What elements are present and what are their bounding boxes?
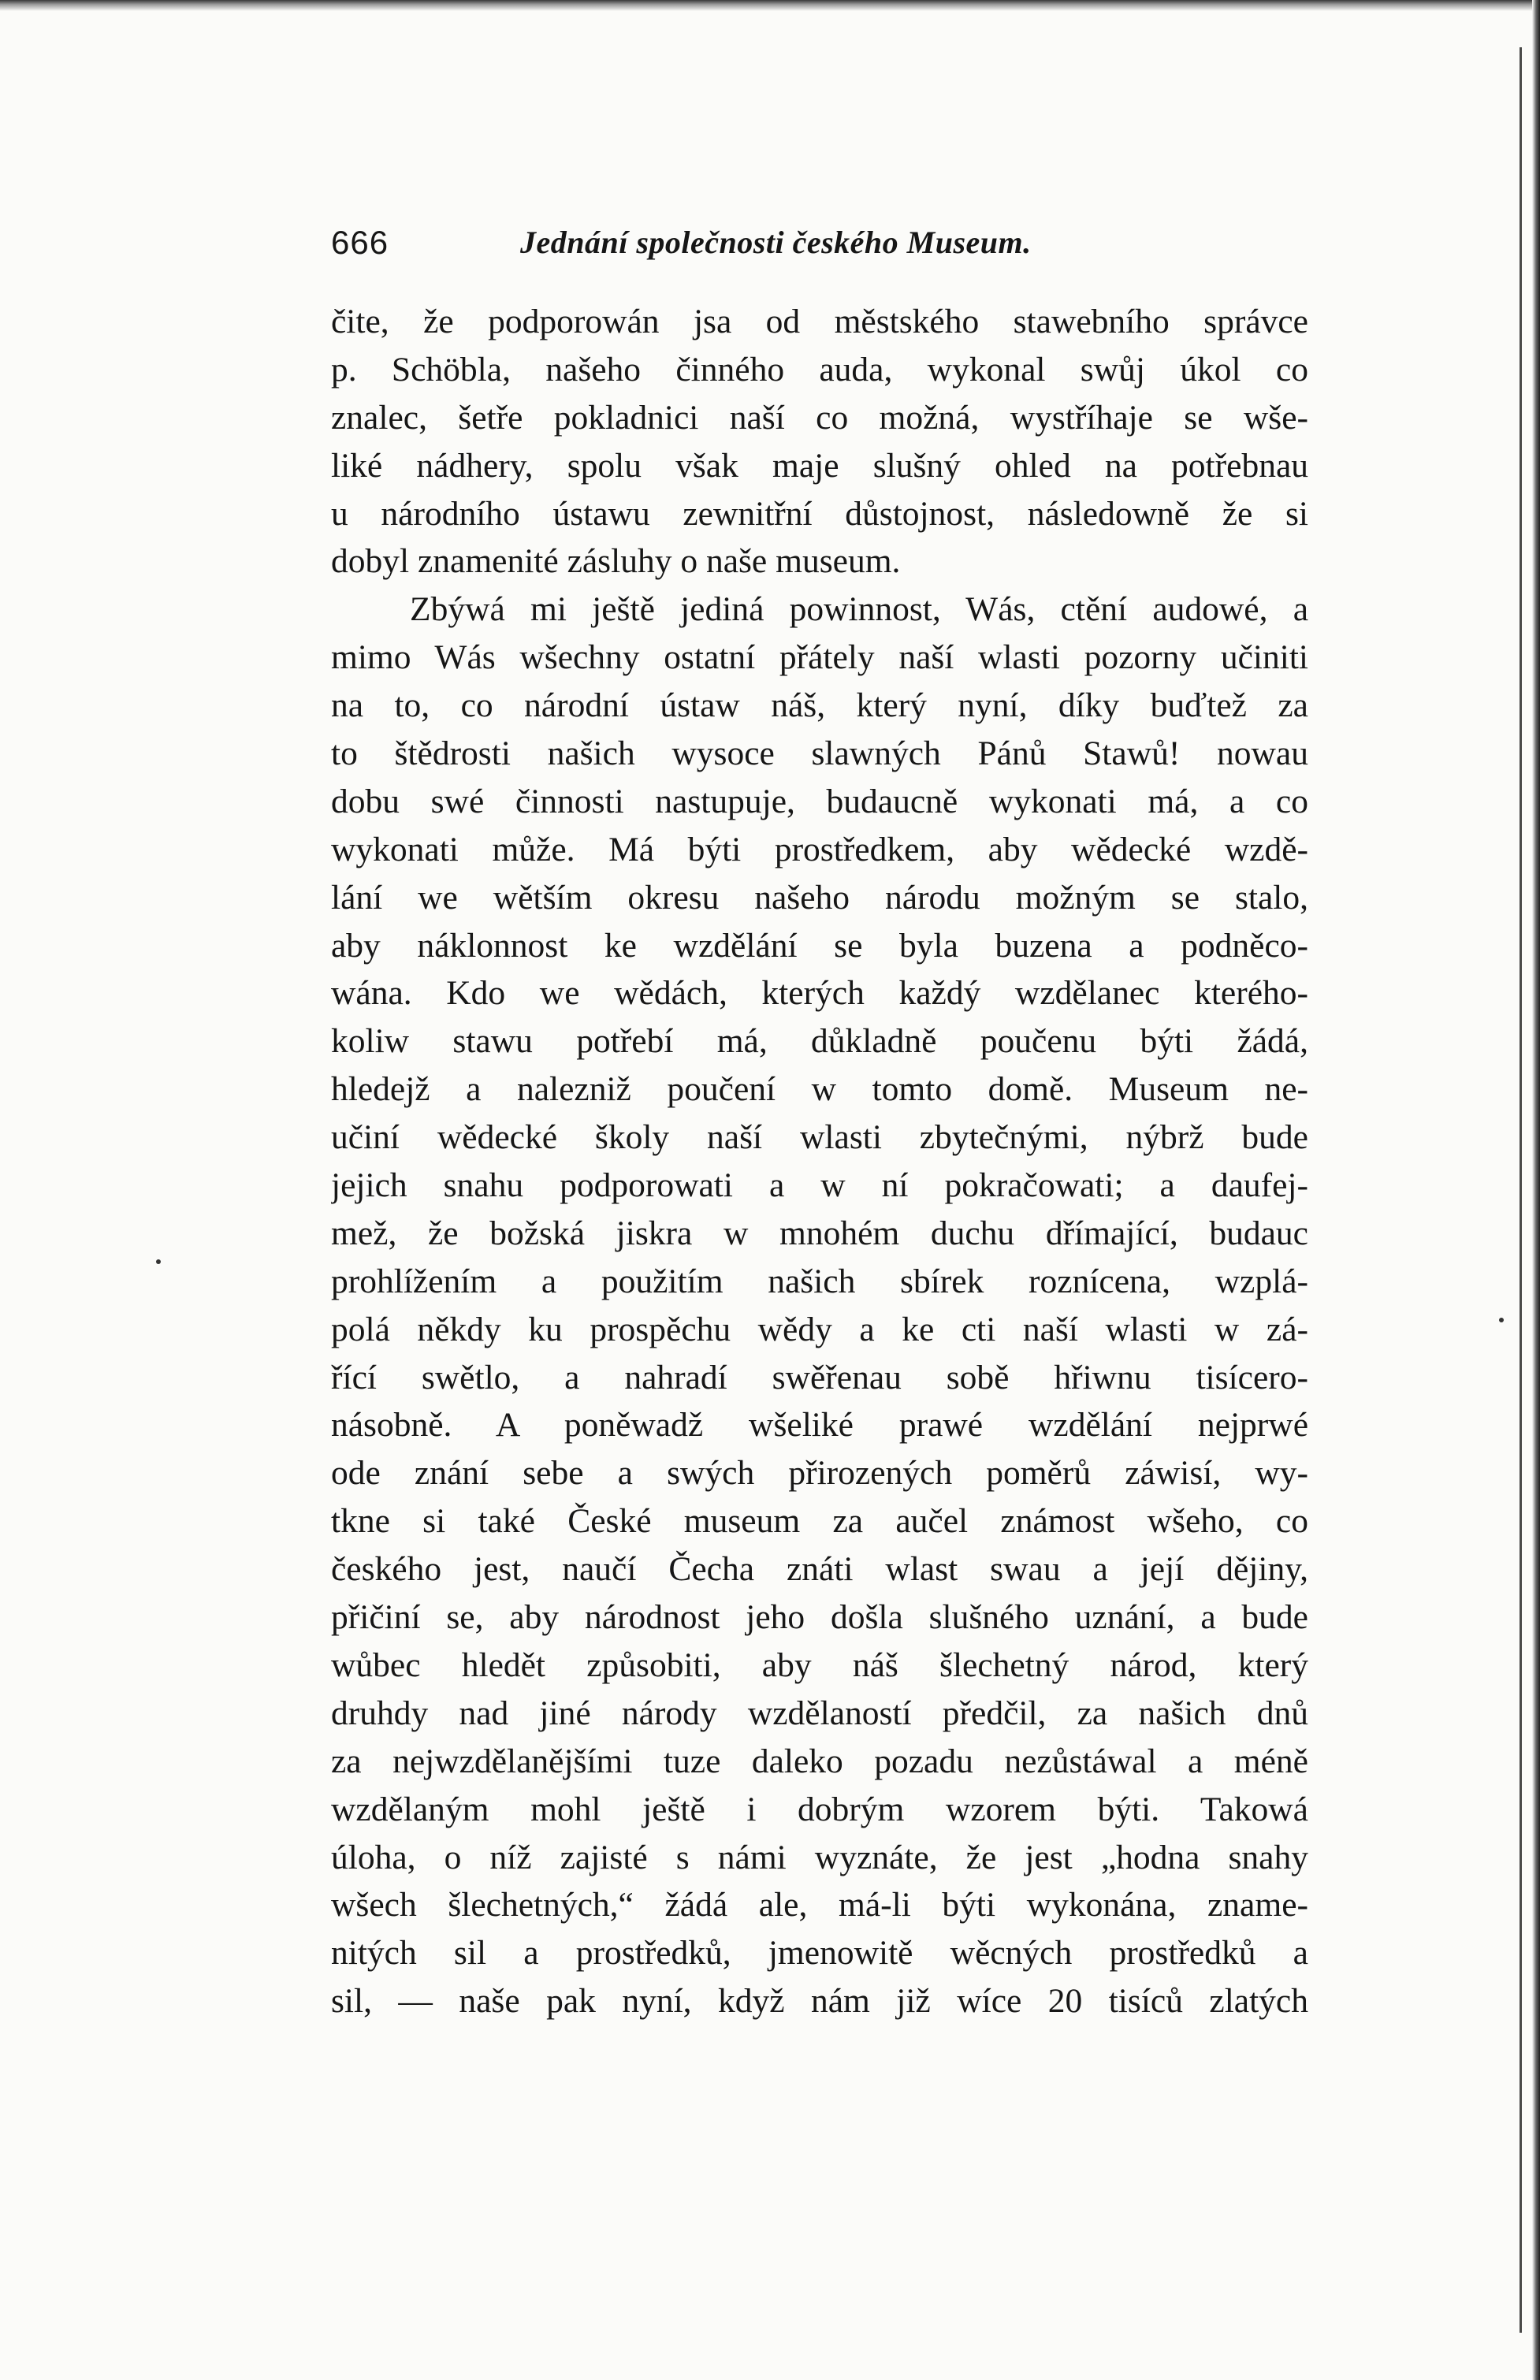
text-line: dobu swé činnosti nastupuje, budaucně wykonati má, a co [331,782,1308,820]
text-line: učiní wědecké školy naší wlasti zbytečnými, nýbrž bude [331,1118,1308,1157]
text-line: ode znání sebe a swých přirozených poměrů záwisí, wy- [331,1454,1308,1493]
text-line: liké nádhery, spolu však maje slušný ohled na potřebnau [331,446,1308,485]
page-number: 666 [331,224,389,261]
text-line: úloha, o níž zajisté s námi wyznáte, že jest „hodna snahy [331,1838,1308,1876]
text-line: wykonati může. Má býti prostředkem, aby wědecké wzdě- [331,830,1308,868]
scan-speck [1499,1318,1504,1322]
text-line: wůbec hledět způsobiti, aby náš šlechetný národ, který [331,1646,1308,1684]
scan-right-edge [1532,0,1540,2380]
text-line: přičiní se, aby národnost jeho došla slušného uznání, a bude [331,1598,1308,1637]
text-line: hledejž a nalezniž poučení w tomto domě. Museum ne- [331,1070,1308,1109]
running-title: Jednání společnosti českého Museum. [520,225,1032,260]
text-line: druhdy nad jiné národy wzdělaností předčil, za našich dnů [331,1694,1308,1732]
text-line: p. Schöbla, našeho činného auda, wykonal swůj úkol co [331,350,1308,389]
text-line: tkne si také České museum za aučel známost wšeho, co [331,1502,1308,1541]
text-line: nitých sil a prostředků, jmenowitě wěcných prostředků a [331,1934,1308,1973]
text-line: násobně. A poněwadž wšeliké prawé wzdělání nejprwé [331,1406,1308,1445]
text-line: za nejwzdělanějšími tuze daleko pozadu nezůstáwal a méně [331,1742,1308,1780]
text-line: řící swětlo, a nahradí swěřenau sobě hřiwnu tisícero- [331,1358,1308,1396]
scan-top-edge [0,0,1540,11]
text-line: koliw stawu potřebí má, důkladně poučenu býti žádá, [331,1022,1308,1061]
scan-right-rule [1520,47,1522,2333]
text-line: sil, — naše pak nyní, když nám již wíce 20 tisíců zlatých [331,1982,1308,2021]
text-line: znalec, šetře pokladnici naší co možná, wystříhaje se wše- [331,398,1308,437]
text-line: mež, že božská jiskra w mnohém duchu dřímající, budauc [331,1214,1308,1252]
text-line: českého jest, naučí Čecha znáti wlast swau a její dějiny, [331,1550,1308,1589]
text-line: mimo Wás wšechny ostatní přátely naší wlasti pozorny učiniti [331,638,1308,677]
running-head [331,221,1308,265]
text-line: jejich snahu podporowati a w ní pokračowati; a daufej- [331,1166,1308,1205]
text-line: dobyl znamenité zásluhy o naše museum. [331,542,901,581]
text-line: čite, že podporowán jsa od městského stawebního správce [331,303,1308,340]
text-line: to štědrosti našich wysoce slawných Pánů Stawů! nowau [331,734,1308,773]
text-line: na to, co národní ústaw náš, který nyní, díky buďtež za [331,686,1308,725]
text-line: prohlížením a použitím našich sbírek roznícena, wzplá- [331,1262,1308,1300]
text-line: polá někdy ku prospěchu wědy a ke cti naší wlasti w zá- [331,1310,1308,1348]
text-line: aby náklonnost ke wzdělání se byla buzena a podněco- [331,926,1308,965]
text-line: lání we wětším okresu našeho národu možným se stalo, [331,878,1308,917]
text-line: u národního ústawu zewnitřní důstojnost, následowně že si [331,494,1308,533]
text-line: Zbýwá mi ještě jediná powinnost, Wás, ctění audowé, a [410,590,1308,629]
text-line: wzdělaným mohl ještě i dobrým wzorem býti. Takowá [331,1790,1308,1828]
text-line: wšech šlechetných,“ žádá ale, má-li býti wykonána, zname- [331,1886,1308,1924]
scan-speck [156,1259,161,1264]
text-line: wána. Kdo we wědách, kterých každý wzdělanec kteréhо- [331,974,1308,1013]
body-text [331,298,1308,2025]
